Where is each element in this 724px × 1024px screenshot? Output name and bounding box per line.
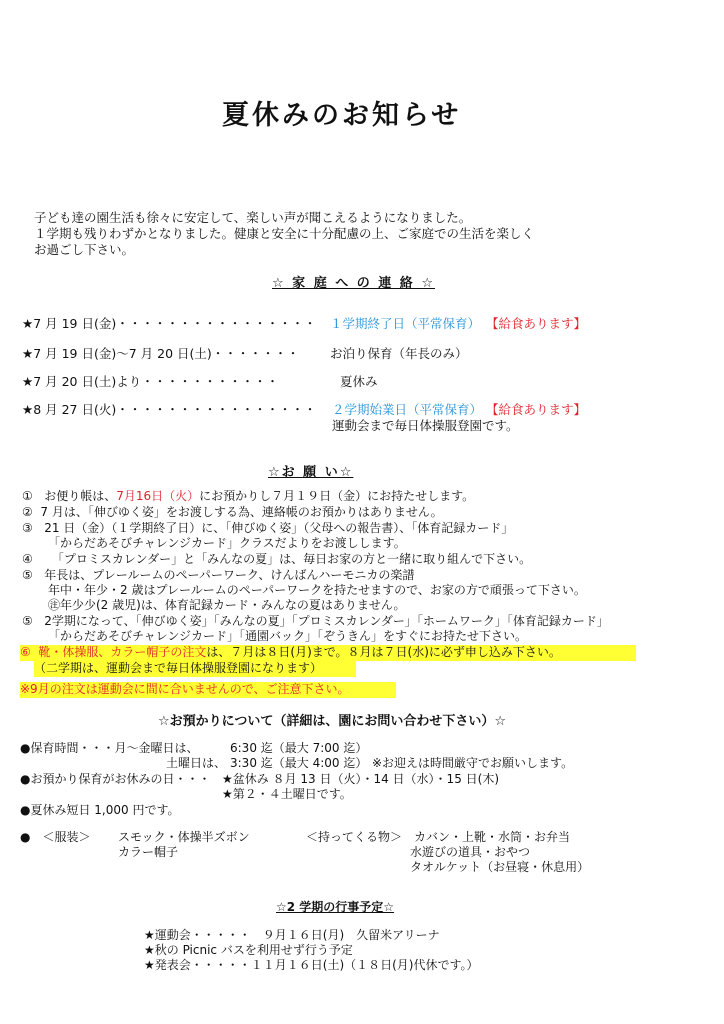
request-num: ④ [22, 552, 33, 566]
request-1 [22, 489, 474, 504]
care-hours-note: ※お迎えは時間厳守でお願いします。 [372, 756, 574, 770]
request-7 [20, 645, 636, 661]
contact-text-3: 夏休み [340, 374, 378, 389]
request-num: ⑤ [22, 614, 33, 628]
section-heading-contact: ☆ 家 庭 へ の 連 絡 ☆ [272, 276, 435, 291]
event-recital: ★発表会・・・・・１１月１６日(土)（１８日(月)代休です。） [144, 958, 479, 972]
section-heading-requests: ☆お 願 い☆ [268, 465, 354, 480]
request-6-cont: 「からだあそびチャレンジカード」「通園バック」「ぞうきん」をすぐにお持たせ下さい。 [48, 629, 528, 643]
intro-line-1: 子ども達の園生活も徐々に安定して、楽しい声が聞こえるようになりました。 [34, 210, 472, 225]
event-picnic: ★秋の Picnic バスを利用せず行う予定 [144, 943, 353, 957]
request-text: は、７月は８日(月)まで。８月は７日(水)に必ず申し込み下さい。 [206, 645, 561, 659]
section-heading-care: ☆お預かりについて（詳細は、園にお問い合わせ下さい）☆ [158, 714, 507, 729]
care-holiday-1: ★盆休み ８月 13 日（火）・14 日（水）・15 日(木) [222, 772, 500, 786]
bring-1: カバン・上靴・水筒・お弁当 [414, 830, 571, 844]
clothes-2: カラー帽子 [118, 845, 179, 859]
request-text: 7 月は、「伸びゆく姿」をお渡しする為、連絡帳のお預かりはありません。 [40, 505, 443, 519]
request-2 [22, 505, 443, 520]
care-hours-sat-label: 土曜日は、 [166, 756, 227, 770]
request-5-note: ㊟年少少(2 歳児)は、体育記録カード・みんなの夏はありません。 [48, 598, 406, 612]
bring-3: タオルケット（お昼寝・休息用） [410, 860, 590, 874]
care-hours-sat: 3:30 迄（最大 4:00 迄） [230, 756, 368, 770]
request-5 [22, 568, 414, 583]
intro-line-3: お過ごし下さい。 [34, 242, 135, 257]
request-num: ① [22, 489, 33, 503]
section-heading-events: ☆2 学期の行事予定☆ [276, 900, 395, 914]
request-3 [22, 521, 513, 536]
contact-extra-1: 【給食あります】 [486, 316, 587, 331]
event-sports-day: ★運動会・・・・・ ９月１６日(月) 久留米アリーナ [144, 928, 440, 942]
care-short-day: ●夏休み短日 1,000 円です。 [20, 803, 180, 817]
contact-date-3: ★7 月 20 日(土)より・・・・・・・・・・・ [22, 374, 279, 389]
request-text: お便り帳は、 [44, 489, 117, 503]
request-text: にお預かりし７月１９日（金）にお持たせします。 [199, 489, 475, 503]
care-holiday-label: ●お預かり保育がお休みの日・・・ [20, 772, 211, 786]
request-num: ⑤ [22, 568, 33, 582]
intro-line-2: １学期も残りわずかとなりました。健康と安全に十分配慮の上、ご家庭での生活を楽しく [34, 226, 535, 241]
care-holiday-2: ★第２・４土曜日です。 [222, 787, 352, 801]
contact-text-4: ２学期始業日（平常保育） [332, 402, 483, 417]
contact-date-4: ★8 月 27 日(火)・・・・・・・・・・・・・・・・ [22, 402, 317, 417]
page-title: 夏休みのお知らせ [222, 100, 462, 131]
request-red-text: 7月16日（火） [116, 489, 200, 503]
order-warning-text: ※9月の注文は運動会に間に合いませんので、ご注意下さい。 [20, 682, 350, 696]
request-7-cont [34, 661, 356, 677]
request-4 [22, 552, 531, 567]
contact-date-1: ★7 月 19 日(金)・・・・・・・・・・・・・・・・ [22, 316, 317, 331]
request-5-cont: 年中・年少・2 歳はプレールームのペーパーワークを持たせますので、お家の方で頑張って下さい。 [48, 583, 586, 597]
care-hours-label: ●保育時間・・・月～金曜日は、 [20, 741, 199, 755]
request-text: 年長は、プレールームのペーパーワーク、けんばんハーモニカの楽譜 [44, 568, 415, 582]
clothes-label: ● ＜服装＞ [20, 830, 91, 844]
contact-date-2: ★7 月 19 日(金)～7 月 20 日(土)・・・・・・・ [22, 346, 300, 361]
request-3-cont: 「からだあそびチャレンジカード」クラスだよりをお渡しします。 [48, 536, 406, 550]
care-hours-weekday: 6:30 迄（最大 7:00 迄） [230, 741, 368, 755]
contact-extra-4: 【給食あります】 [486, 402, 587, 417]
order-warning [20, 682, 396, 698]
bring-2: 水遊びの道具・おやつ [410, 845, 531, 859]
request-text: 2学期になって、「伸びゆく姿」「みんなの夏」「プロミスカレンダー」「ホームワーク」「体育記録カード」 [44, 614, 609, 628]
clothes-1: スモック・体操半ズボン [118, 830, 250, 844]
bring-label: ＜持ってくる物＞ [306, 830, 403, 844]
request-num: ③ [22, 521, 33, 535]
contact-text-2: お泊り保育（年長のみ） [330, 346, 468, 361]
contact-text-1: １学期終了日（平常保育） [330, 316, 481, 331]
request-text: 「プロミスカレンダー」と「みんなの夏」は、毎日お家の方と一緒に取り組んで下さい。 [51, 552, 532, 566]
request-num: ② [22, 505, 33, 519]
request-6 [22, 614, 609, 629]
contact-sub-4: 運動会まで毎日体操服登園です。 [332, 418, 519, 433]
request-num: ⑥ [20, 645, 31, 659]
request-text: 21 日（金）（１学期終了日）に、「伸びゆく姿」（父母への報告書）、「体育記録カード」 [44, 521, 514, 535]
request-text: （二学期は、運動会まで毎日体操服登園になります） [34, 661, 323, 675]
request-red-text: 靴・体操服、カラー帽子の注文 [38, 645, 207, 659]
